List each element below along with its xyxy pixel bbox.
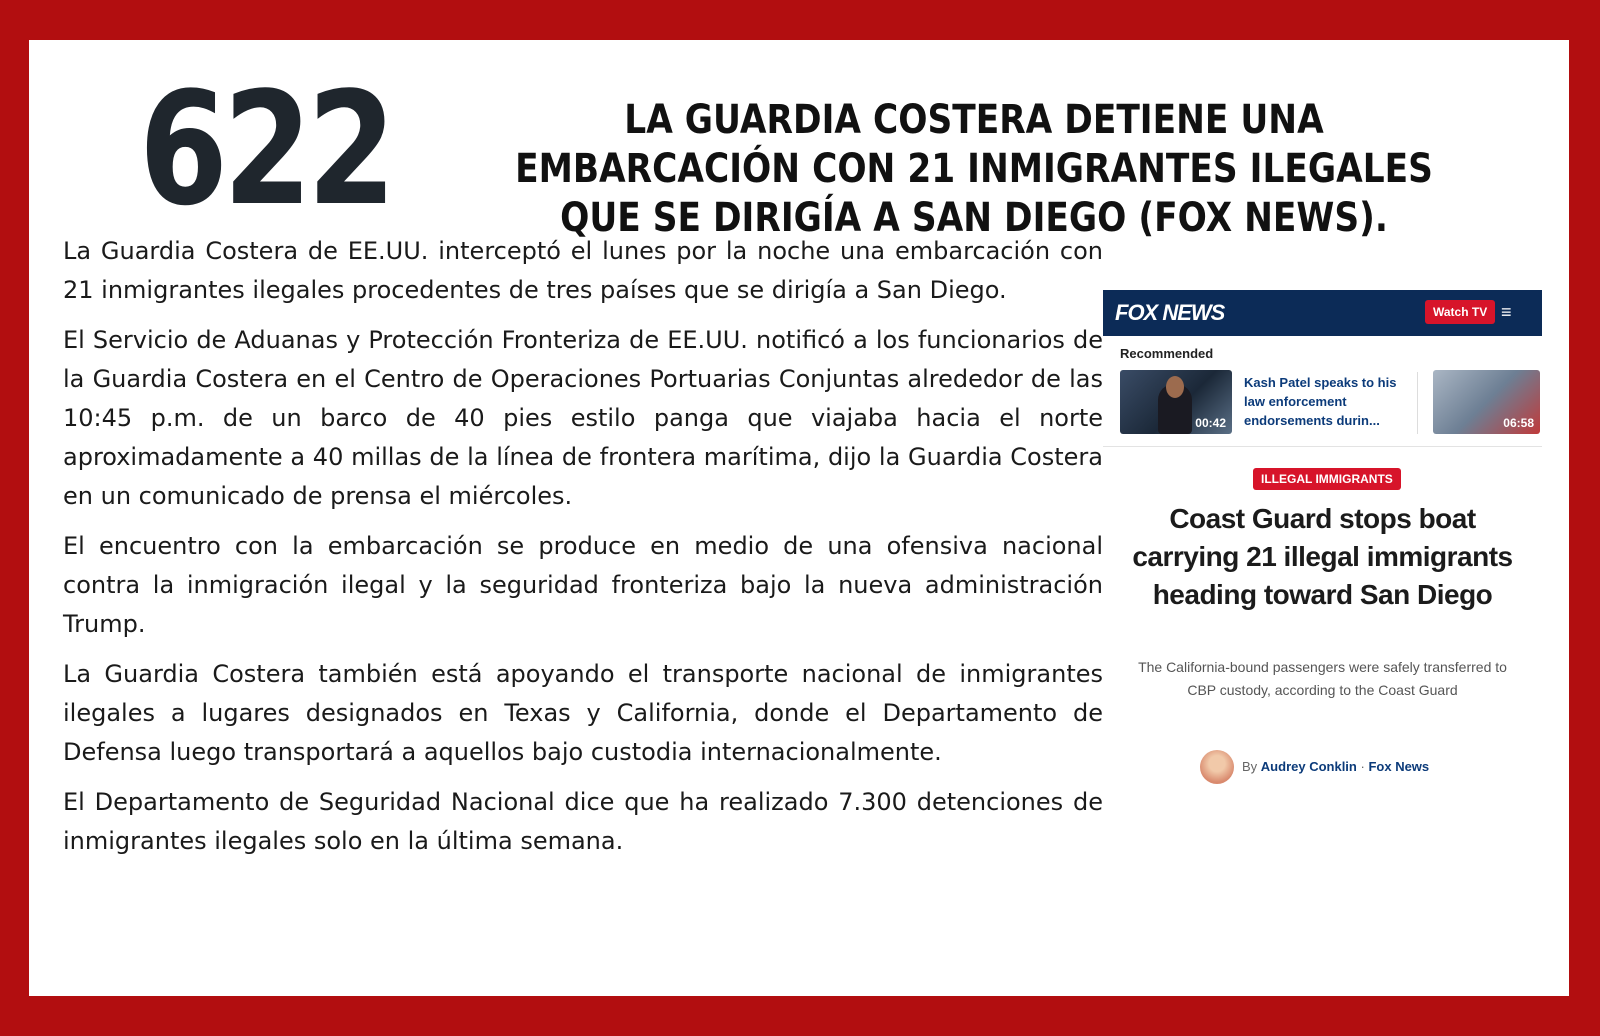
- article-body: [63, 232, 1103, 872]
- author-avatar: [1200, 750, 1234, 784]
- divider-horizontal: [1103, 446, 1542, 447]
- byline: [1242, 759, 1429, 774]
- paragraph-3: El encuentro con la embarcación se produce en medio de una ofensiva nacional contra la inmigración ilegal y la seguridad fronteriza bajo la nueva administración Trump.: [63, 532, 1103, 638]
- item-number: 622: [139, 58, 392, 240]
- paragraph-2: El Servicio de Aduanas y Protección Fronteriza de EE.UU. notificó a los funcionarios de la Guardia Costera en el Centro de Operaciones Portuarias Conjuntas alrededor de las 10:45 p.m. de un barco de 40 pies estilo panga que viajaba hacia el norte aproximadamente a 40 millas de la línea de frontera marítima, dijo la Guardia Costera en un comunicado de prensa el miércoles.: [63, 326, 1103, 510]
- fox-header-bar: [1103, 290, 1542, 336]
- video-thumbnail-2[interactable]: [1433, 370, 1540, 434]
- person-face: [1166, 376, 1184, 398]
- video-thumbnail-1[interactable]: [1120, 370, 1232, 434]
- content-card: [29, 40, 1569, 996]
- recommended-title-1[interactable]: Kash Patel speaks to his law enforcement endorsements durin...: [1244, 375, 1397, 428]
- divider-vertical: [1417, 372, 1418, 434]
- fox-news-screenshot: [1103, 290, 1542, 790]
- paragraph-1: La Guardia Costera de EE.UU. interceptó el lunes por la noche una embarcación con 21 inmigrantes ilegales procedentes de tres países que se dirigía a San Diego.: [63, 237, 1103, 304]
- paragraph-5: El Departamento de Seguridad Nacional dice que ha realizado 7.300 detenciones de inmigrantes ilegales solo en la última semana.: [63, 788, 1103, 855]
- fox-article-subhead: The California-bound passengers were safely transferred to CBP custody, according to the Coast Guard: [1138, 659, 1507, 698]
- category-tag[interactable]: ILLEGAL IMMIGRANTS: [1253, 468, 1401, 490]
- paragraph-4: La Guardia Costera también está apoyando el transporte nacional de inmigrantes ilegales a lugares designados en Texas y California, donde el Departamento de Defensa luego transportará a aquellos bajo custodia internacionalmente.: [63, 660, 1103, 766]
- author-link[interactable]: Audrey Conklin: [1260, 759, 1357, 774]
- byline-separator: ·: [1360, 759, 1365, 774]
- hamburger-menu-icon[interactable]: ≡: [1501, 302, 1512, 322]
- recommended-label: Recommended: [1120, 346, 1214, 361]
- source-link[interactable]: Fox News: [1368, 759, 1430, 774]
- fox-article-headline: Coast Guard stops boat carrying 21 illegal immigrants heading toward San Diego: [1132, 503, 1513, 610]
- byline-by: By: [1242, 759, 1258, 774]
- headline: LA GUARDIA COSTERA DETIENE UNA EMBARCACIÓN CON 21 INMIGRANTES ILEGALES QUE SE DIRIGÍA A SAN DIEGO (FOX NEWS).: [515, 97, 1433, 241]
- video-duration-2: 06:58: [1503, 416, 1534, 430]
- watch-tv-button[interactable]: Watch TV: [1425, 300, 1495, 324]
- video-duration-1: 00:42: [1195, 416, 1226, 430]
- fox-news-logo: FOX NEWS: [1115, 300, 1225, 325]
